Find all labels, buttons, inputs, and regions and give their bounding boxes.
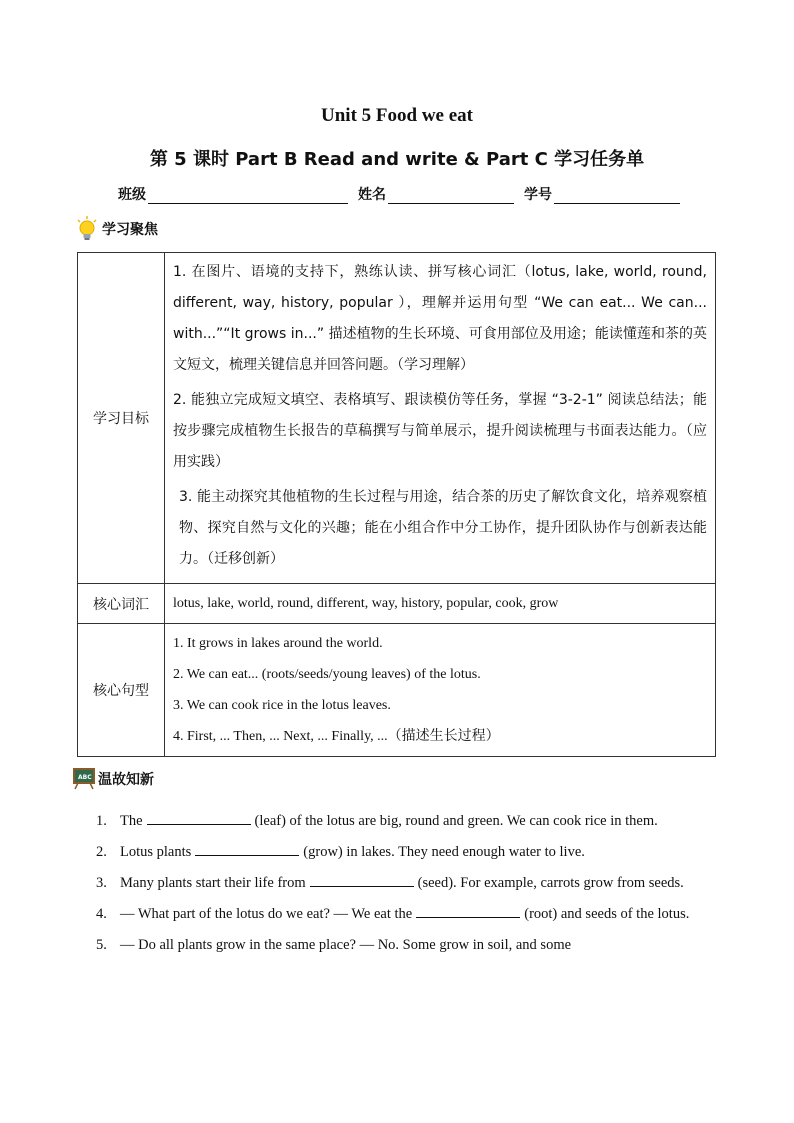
exercise-item	[96, 868, 702, 899]
svg-text:ABC: ABC	[78, 774, 92, 781]
exercise-text	[120, 899, 702, 930]
answer-blank[interactable]	[416, 903, 520, 918]
goals-label: 学习目标	[78, 253, 165, 584]
exercise-text-after: (grow) in lakes. They need enough water to live.	[303, 844, 585, 860]
id-label: 学号	[524, 187, 552, 203]
name-label: 姓名	[358, 187, 386, 203]
exercise-text	[120, 806, 702, 837]
sentence-item: 4. First, ... Then, ... Next, ... Finally, ...（描述生长过程）	[173, 729, 500, 744]
lightbulb-icon	[76, 216, 98, 242]
exercise-text	[120, 930, 702, 961]
exercise-text	[120, 837, 702, 868]
sentence-item: 3. We can cook rice in the lotus leaves.	[173, 698, 391, 713]
review-heading-text: 温故知新	[98, 772, 154, 788]
answer-blank[interactable]	[195, 841, 299, 856]
exercise-item	[96, 837, 702, 868]
goals-row	[78, 253, 716, 584]
review-heading	[73, 768, 154, 790]
review-exercise-list	[96, 806, 702, 961]
student-info-row	[118, 184, 690, 204]
answer-blank[interactable]	[310, 872, 414, 887]
exercise-item	[96, 806, 702, 837]
goals-content	[165, 253, 716, 584]
exercise-number: 1.	[96, 813, 107, 829]
goal-item: 2. 能独立完成短文填空、表格填写、跟读模仿等任务，掌握 “3-2-1” 阅读总结法；能按步骤完成植物生长报告的草稿撰写与简单展示，提升阅读梳理与书面表达能力。（应用实践）	[173, 392, 707, 470]
exercise-text-before: — Do all plants grow in the same place? — No. Some grow in soil, and some	[120, 937, 572, 953]
exercise-text	[120, 868, 702, 899]
unit-title: Unit 5 Food we eat	[321, 105, 473, 126]
sentences-content	[165, 624, 716, 757]
class-label: 班级	[118, 187, 146, 203]
sentence-item: 2. We can eat... (roots/seeds/young leaves) of the lotus.	[173, 667, 481, 682]
focus-heading-text: 学习聚焦	[102, 222, 158, 238]
exercise-number: 2.	[96, 844, 107, 860]
exercise-text-before: Many plants start their life from	[120, 875, 306, 891]
exercise-number: 4.	[96, 906, 107, 922]
answer-blank[interactable]	[147, 810, 251, 825]
id-field[interactable]	[554, 187, 680, 204]
lesson-title: 第 5 课时 Part B Read and write & Part C 学习任务单	[149, 149, 645, 170]
vocab-row	[78, 584, 716, 624]
goal-item: 3. 能主动探究其他植物的生长过程与用途，结合茶的历史了解饮食文化，培养观察植物、探究自然与文化的兴趣；能在小组合作中分工协作，提升团队协作与创新表达能力。（迁移创新）	[179, 489, 707, 567]
sentences-label: 核心句型	[78, 624, 165, 757]
vocab-content: lotus, lake, world, round, different, way, history, popular, cook, grow	[165, 584, 716, 624]
exercise-number: 3.	[96, 875, 107, 891]
exercise-text-before: Lotus plants	[120, 844, 192, 860]
goal-item: 1. 在图片、语境的支持下，熟练认读、拼写核心词汇（lotus, lake, world, round, different, way, history, popular ），理解并运用句型 “We can eat... We can... with...”“It grows in...” 描述植物的生长环境、可食用部位及用途；能读懂莲和茶的英文短文，梳理关键信息并回答问题。（学习理解）	[173, 264, 707, 373]
exercise-text-after: (leaf) of the lotus are big, round and green. We can cook rice in them.	[254, 813, 658, 829]
sentences-row	[78, 624, 716, 757]
sentence-item: 1. It grows in lakes around the world.	[173, 636, 383, 651]
exercise-item	[96, 899, 702, 930]
exercise-text-after: (root) and seeds of the lotus.	[524, 906, 690, 922]
exercise-item	[96, 930, 702, 961]
name-field[interactable]	[388, 187, 514, 204]
blackboard-icon	[73, 768, 95, 790]
exercise-text-after: (seed). For example, carrots grow from seeds.	[417, 875, 684, 891]
vocab-label: 核心词汇	[78, 584, 165, 624]
class-field[interactable]	[148, 187, 348, 204]
exercise-text-before: The	[120, 813, 143, 829]
exercise-number: 5.	[96, 937, 107, 953]
focus-heading	[76, 216, 158, 242]
focus-table	[77, 252, 716, 757]
exercise-text-before: — What part of the lotus do we eat? — We eat the	[120, 906, 413, 922]
